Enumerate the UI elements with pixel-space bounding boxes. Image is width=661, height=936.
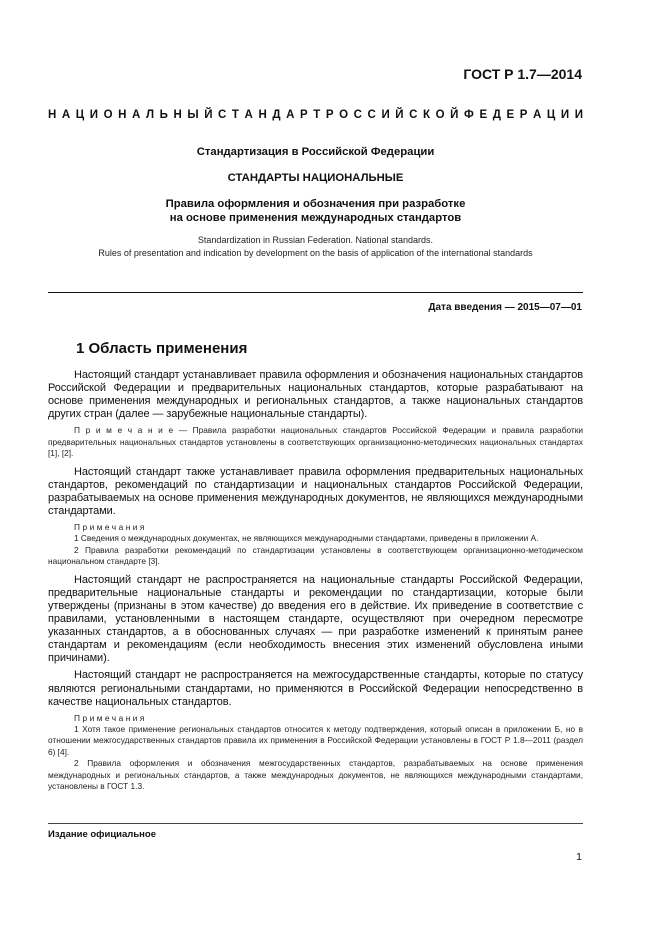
paragraph-3: Настоящий стандарт не распространяется на национальные стандарты Российской Федерации, предварительные национальные стандарты и рекомендации по стандартизации, которые были утверждены (признаны в этом качестве) до введения его в действие. Их приведение в соответствие с правилами, установленными в настоящем стандарте, осуществляют при очередном пересмотре указанных стандартов, а в обоснованных случаях — при разработке изменений к принятым ранее стандартам и рекомендациям (если необходимость внесения этих изменений обусловлена иными причинами). [48, 573, 583, 665]
notes-heading: Примечания [74, 522, 147, 533]
note-item: 1 Сведения о международных документах, не являющихся международными стандартами, приведены в приложении А. [74, 533, 539, 544]
english-title-part1: Standardization in Russian Federation. National standards. [197, 235, 434, 245]
title-line-standardization: Стандартизация в Российской Федерации [196, 146, 435, 158]
title-rules-part2: на основе применения международных стандартов [169, 212, 462, 224]
introduction-date: Дата введения — 2015—07—01 [428, 302, 582, 313]
notes-group-1 [48, 522, 583, 568]
section-scope [48, 340, 583, 799]
title-line-standards: СТАНДАРТЫ НАЦИОНАЛЬНЫЕ [227, 172, 404, 184]
note-item: 1 Хотя такое применение региональных стандартов относится к методу подтверждения, который описан в приложении Б, но в отношении межгосударственных стандартов правила их применения в Российской Федерации установлены в ГОСТ Р 1.8—2011 (раздел 6) [4]. [48, 723, 583, 757]
page-number: 1 [576, 851, 582, 863]
title-rules-part1: Правила оформления и обозначения при разработке [165, 198, 466, 210]
official-edition-label: Издание официальное [48, 829, 156, 840]
footer-divider [48, 823, 583, 824]
paragraph-4: Настоящий стандарт не распространяется на межгосударственные стандарты, которые по статусу являются региональными стандартами, но применяются в Российской Федерации непосредственно в качестве национальных стандартов. [48, 669, 583, 708]
document-code: ГОСТ Р 1.7—2014 [463, 66, 582, 82]
title-divider [48, 292, 583, 293]
section-heading: 1 Область применения [76, 340, 248, 357]
notes-group-2 [48, 713, 583, 793]
paragraph-1: Настоящий стандарт устанавливает правила оформления и обозначения национальных стандартов Российской Федерации и предварительных национальных стандартов, которые разрабатывают на основе применения международных и региональных стандартов, а также национальных стандартов других стран (далее — зарубежные национальные стандарты). [48, 369, 583, 421]
title-line-rules [48, 197, 583, 225]
note-item: 2 Правила разработки рекомендаций по стандартизации установлены в соответствующем организационно-методическом национальном стандарте [3]. [48, 544, 583, 567]
paragraph-2: Настоящий стандарт также устанавливает правила оформления предварительных национальных стандартов, рекомендаций по стандартизации и национальных стандартов Российской Федерации, разрабатываемых на основе применения международных документов, не являющихся международными стандартами. [48, 465, 583, 518]
national-standard-banner: Н А Ц И О Н А Л Ь Н Ы Й С Т А Н Д А Р Т Р О С С И Й С К О Й Ф Е Д Е Р А Ц И И [48, 109, 583, 121]
note-1: П р и м е ч а н и е — Правила разработки национальных стандартов Российской Федерации и правила разработки предварительных национальных стандартов установлены в соответствующих организационно-методических национальных стандартах [1], [2]. [48, 425, 583, 459]
english-title [48, 234, 583, 260]
title-block [48, 146, 583, 260]
note-item: 2 Правила оформления и обозначения межгосударственных стандартов, разрабатываемых на основе применения международных и региональных стандартов, а также международных документов, не являющихся международными стандартами, установлены в ГОСТ 1.3. [48, 758, 583, 792]
notes-heading: Примечания [74, 712, 147, 723]
english-title-part2: Rules of presentation and indication by development on the basis of application of the international standards [98, 248, 533, 258]
